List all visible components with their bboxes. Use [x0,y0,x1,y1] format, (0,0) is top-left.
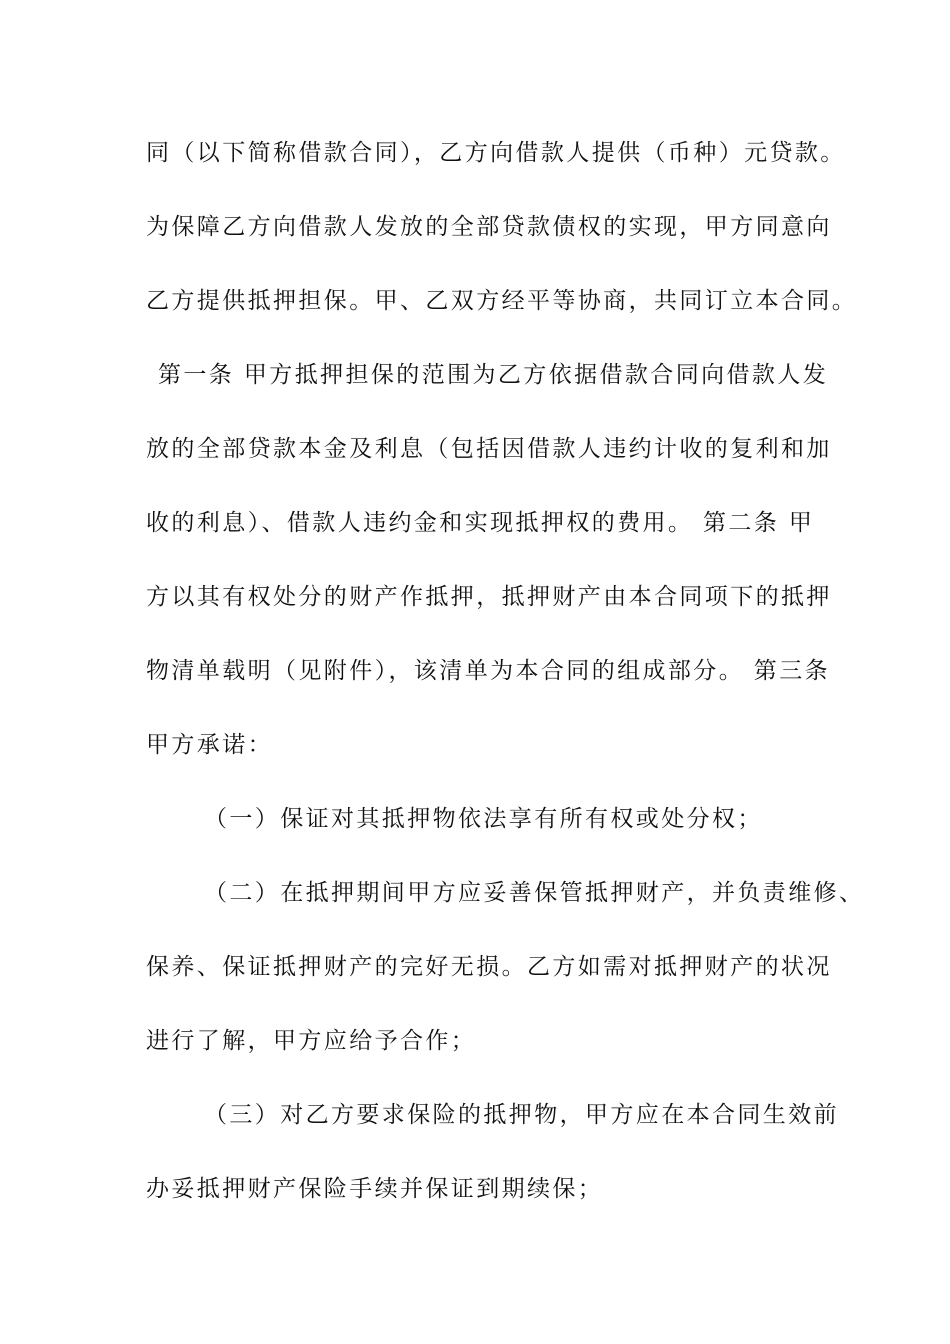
text-line-9: 甲方承诺： [146,732,273,758]
text-line-8: 物清单载明（见附件），该清单为本合同的组成部分。 第三条 [146,658,831,684]
text-line-3: 乙方提供抵押担保。甲、乙双方经平等协商，共同订立本合同。 [146,288,858,314]
contract-body-text [146,130,865,1240]
text-line-11-item-2: （二）在抵押期间甲方应妥善保管抵押财产，并负责维修、 [204,880,865,906]
text-line-14-item-3: （三）对乙方要求保险的抵押物，甲方应在本合同生效前 [204,1102,839,1128]
text-line-7: 方以其有权处分的财产作抵押，抵押财产由本合同项下的抵押 [146,584,832,610]
text-line-10-item-1: （一）保证对其抵押物依法享有所有权或处分权； [204,806,763,832]
text-line-5: 放的全部贷款本金及利息（包括因借款人违约计收的复利和加 [146,436,832,462]
text-line-2: 为保障乙方向借款人发放的全部贷款债权的实现，甲方同意向 [146,214,832,240]
text-line-4-article-1: 第一条 甲方抵押担保的范围为乙方依据借款合同向借款人发 [158,362,829,388]
text-line-6: 收的利息）、借款人违约金和实现抵押权的费用。 第二条 甲 [146,510,815,536]
text-line-12: 保养、保证抵押财产的完好无损。乙方如需对抵押财产的状况 [146,954,832,980]
text-line-13: 进行了解，甲方应给予合作； [146,1028,477,1054]
text-line-15: 办妥抵押财产保险手续并保证到期续保； [146,1176,604,1202]
text-line-1: 同（以下简称借款合同），乙方向借款人提供（币种）元贷款。 [146,140,846,166]
